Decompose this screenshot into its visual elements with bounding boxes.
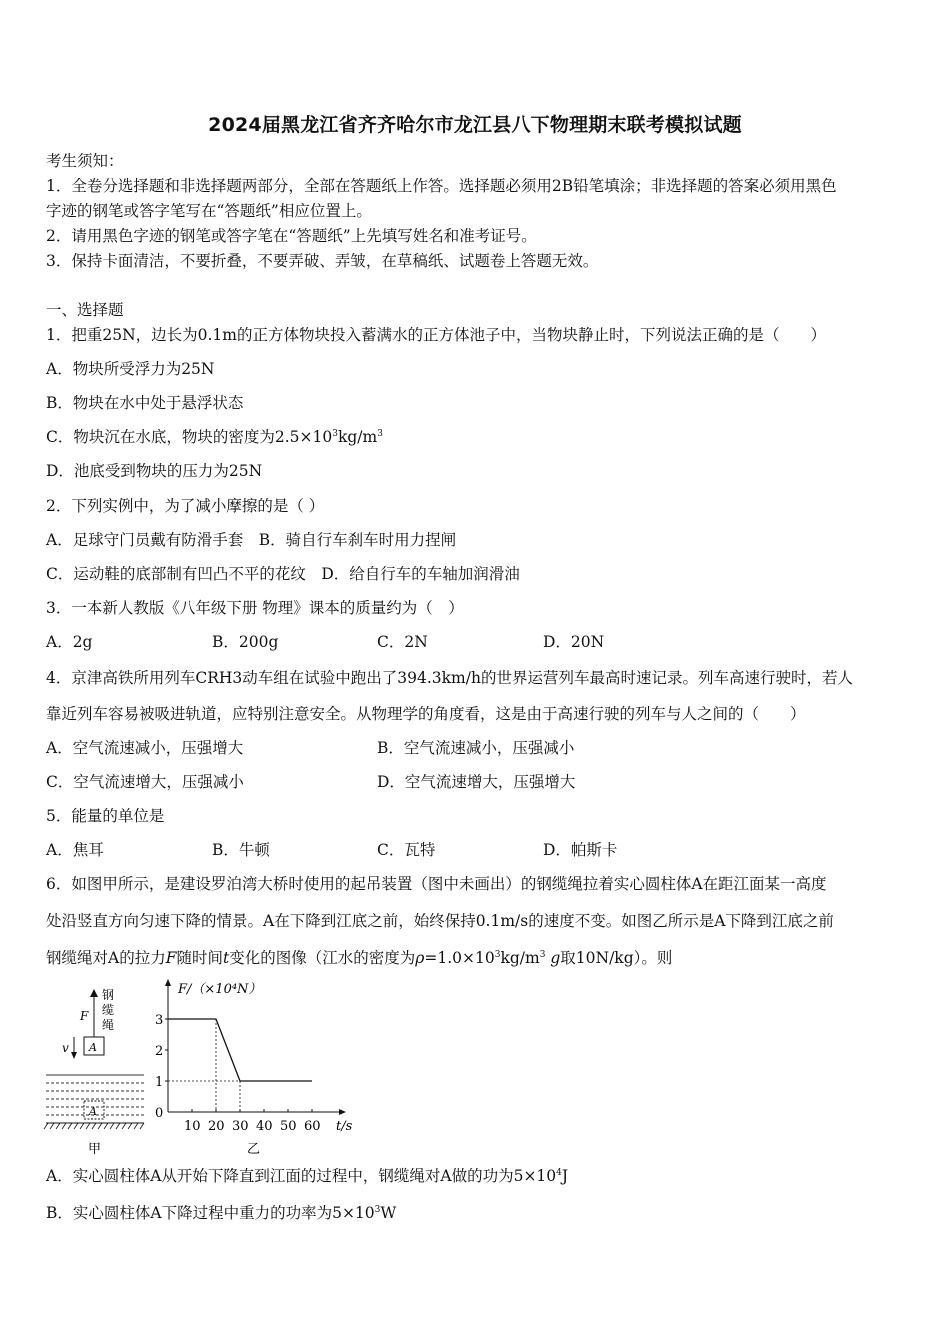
section-heading: 一、选择题 — [46, 301, 124, 319]
q5-option-d: D．帕斯卡 — [543, 841, 618, 859]
y-tick-label-0: 0 — [155, 1106, 164, 1121]
q4-stem-line-1: 4．京津高铁所用列车CRH3动车组在试验中跑出了394.3km/h的世界运营列车最高时速记录。列车高速行驶时，若人 — [46, 669, 853, 687]
q5-option-b: B．牛顿 — [212, 841, 270, 859]
rope-label-char-1: 钢 — [102, 988, 115, 1002]
q6-stem-line-3: 钢缆绳对A的拉力F随时间t变化的图像（江水的密度为$\rho=1.0\times 10^3kg/m^3$ g取10N/kg）。则 — [46, 949, 673, 967]
q4-option-d: D．空气流速增大，压强增大 — [377, 773, 576, 791]
q4-option-c: C．空气流速增大，压强减小 — [46, 773, 244, 791]
q3-option-b: B．200g — [212, 633, 279, 651]
q6-stem-line-2: 处沿竖直方向匀速下降的情景。A在下降到江底之前，始终保持0.1m/s的速度不变。如图乙所示是A下降到江底之前 — [46, 912, 834, 930]
notice-item-1: 1．全卷分选择题和非选择题两部分，全部在答题纸上作答。选择题必须用2B铅笔填涂；非选择题的答案必须用黑色 — [46, 177, 837, 195]
x-tick-label-10: 10 — [184, 1119, 201, 1134]
q2-stem: 2．下列实例中，为了减小摩擦的是（ ） — [46, 497, 325, 515]
q5-option-a: A．焦耳 — [46, 841, 104, 859]
q3-option-a: A．2g — [46, 633, 93, 651]
riverbed-hatch — [44, 1123, 144, 1129]
x-tick-label-30: 30 — [232, 1119, 249, 1134]
x-tick-label-40: 40 — [256, 1119, 273, 1134]
y-tick-label-3: 3 — [155, 1013, 164, 1028]
q3-option-d: D．20N — [543, 633, 605, 651]
y-tick-label-2: 2 — [155, 1044, 164, 1059]
q6-option-b: B．实心圆柱体A下降过程中重力的功率为$5\times 10^3W$ — [46, 1204, 397, 1222]
q1-option-a: A．物块所受浮力为25N — [46, 360, 215, 378]
q5-stem: 5．能量的单位是 — [46, 807, 165, 825]
y-axis-arrow-icon — [165, 979, 171, 986]
q6-figure — [40, 975, 370, 1164]
q1-option-b: B．物块在水中处于悬浮状态 — [46, 394, 244, 412]
rope-label-char-2: 缆 — [102, 1003, 115, 1017]
figure-yi-caption: 乙 — [247, 1142, 261, 1157]
q1-option-c: C．物块沉在水底，物块的密度为$2.5\times 10^3kg/m^3$ — [46, 428, 383, 446]
figure-jia-caption: 甲 — [88, 1142, 102, 1157]
q4-option-a: A．空气流速减小，压强增大 — [46, 739, 244, 757]
q6-option-a: A．实心圆柱体A从开始下降直到江面的过程中，钢缆绳对A做的功为$5\times 10^4J$ — [46, 1167, 569, 1185]
q3-option-c: C．2N — [377, 633, 428, 651]
block-a-label: A — [89, 1041, 97, 1054]
x-axis-label: t/s — [336, 1119, 353, 1134]
q6-figure-svg — [40, 975, 370, 1160]
q1-option-d: D．池底受到物块的压力为25N — [46, 462, 263, 480]
figure-yi-chart — [155, 979, 353, 1157]
q6-stem-line-1: 6．如图甲所示，是建设罗泊湾大桥时使用的起吊装置（图中未画出）的钢缆绳拉着实心圆柱体A在距江面某一高度 — [46, 875, 827, 893]
rope-label-char-3: 绳 — [102, 1018, 115, 1032]
y-tick-label-1: 1 — [155, 1075, 164, 1090]
force-arrow-icon — [90, 989, 98, 997]
q2-options-cd: C．运动鞋的底部制有凹凸不平的花纹 D．给自行车的车轴加润滑油 — [46, 565, 520, 583]
q1-stem: 1．把重25N，边长为0.1m的正方体物块投入蓄满水的正方体池子中，当物块静止时，下列说法正确的是（ ） — [46, 326, 826, 344]
velocity-label: v — [62, 1041, 69, 1055]
page-title: 2024届黑龙江省齐齐哈尔市龙江县八下物理期末联考模拟试题 — [208, 114, 742, 136]
series-line — [168, 1019, 312, 1081]
y-axis-label: F/（×10⁴N） — [178, 982, 262, 997]
notice-item-2: 2．请用黑色字迹的钢笔或答字笔在“答题纸”上先填写姓名和准考证号。 — [46, 227, 537, 245]
block-a-submerged-label: A — [89, 1105, 97, 1118]
chart-marks — [155, 1013, 321, 1134]
q3-stem: 3．一本新人教版《八年级下册 物理》课本的质量约为（ ） — [46, 599, 464, 617]
x-tick-label-60: 60 — [304, 1119, 321, 1134]
q4-option-b: B．空气流速减小，压强减小 — [377, 739, 575, 757]
notice-item-1-cont: 字迹的钢笔或答字笔写在“答题纸”相应位置上。 — [46, 202, 372, 220]
velocity-arrow-icon — [71, 1052, 77, 1059]
x-tick-label-20: 20 — [208, 1119, 225, 1134]
x-tick-label-50: 50 — [280, 1119, 297, 1134]
force-label: F — [80, 1009, 89, 1023]
x-axis-arrow-icon — [339, 1109, 346, 1115]
notice-item-3: 3．保持卡面清洁，不要折叠，不要弄破、弄皱，在草稿纸、试题卷上答题无效。 — [46, 252, 599, 270]
q2-options-ab: A．足球守门员戴有防滑手套 B．骑自行车刹车时用力捏闸 — [46, 531, 457, 549]
q5-option-c: C．瓦特 — [377, 841, 436, 859]
notice-heading: 考生须知： — [46, 152, 124, 170]
figure-jia — [44, 988, 144, 1157]
q4-stem-line-2: 靠近列车容易被吸进轨道，应特别注意安全。从物理学的角度看，这是由于高速行驶的列车与人之间的（ ） — [46, 705, 806, 723]
